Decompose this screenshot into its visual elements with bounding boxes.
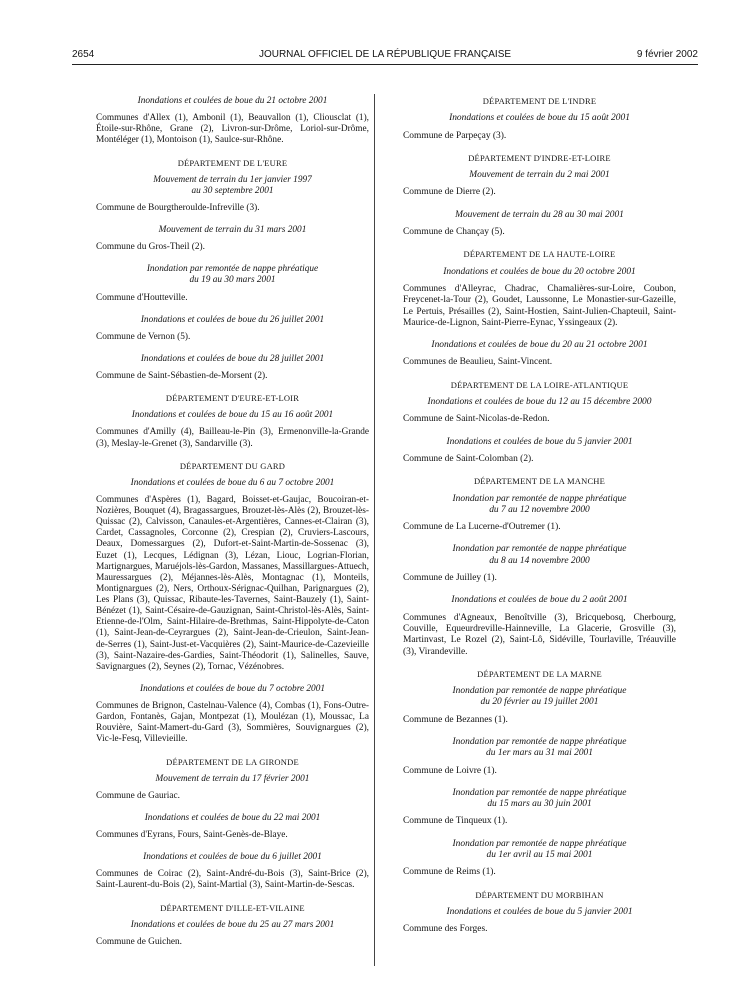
event-heading: [96, 920, 369, 931]
event-heading: [96, 264, 369, 286]
department-heading: DÉPARTEMENT DE LA GIRONDE: [166, 756, 299, 767]
event-heading-line: Inondations et coulées de boue du 26 juillet 2001: [140, 314, 325, 325]
event-heading-line: Mouvement de terrain du 17 février 2001: [155, 773, 310, 784]
event-heading: [96, 852, 369, 863]
event-heading-line: Inondations et coulées de boue du 15 août 2001: [449, 113, 630, 124]
communes-list: Commune de Bezannes (1).: [403, 714, 508, 725]
event-heading: [96, 774, 369, 785]
communes-list: Commune de Saint-Colomban (2).: [403, 453, 534, 464]
communes-list: Commune de Chançay (5).: [403, 227, 505, 238]
event-heading-line: Inondations et coulées de boue du 22 mai 2001: [144, 812, 321, 823]
communes-list: Commune d'Houtteville.: [96, 292, 188, 303]
communes-list: Commune de Vernon (5).: [96, 331, 191, 342]
event-heading: [403, 544, 676, 567]
event-heading-line: Inondations et coulées de boue du 6 au 7 octobre 2001: [130, 477, 335, 488]
communes-list: Communes d'Eyrans, Fours, Saint-Genès-de-Blaye.: [96, 830, 288, 840]
event-heading-line: Inondation par remontée de nappe phréatique: [146, 264, 319, 275]
communes-list: Commune de Juilley (1).: [403, 573, 497, 584]
communes-list: Commune de Reims (1).: [403, 867, 496, 878]
event-heading: [403, 907, 676, 918]
event-heading: [403, 839, 676, 862]
event-heading: [403, 113, 676, 124]
event-heading-line: Inondation par remontée de nappe phréatique: [452, 493, 627, 504]
page-number: 2654: [72, 49, 95, 60]
journal-title: JOURNAL OFFICIEL DE LA RÉPUBLIQUE FRANÇAISE: [258, 49, 512, 60]
department-heading: DÉPARTEMENT DE L'INDRE: [482, 96, 597, 106]
communes-list: Commune de Saint-Sébastien-de-Morsent (2).: [96, 371, 268, 381]
event-heading-line: du 1er avril au 15 mai 2001: [486, 850, 593, 861]
event-heading: [403, 595, 676, 606]
event-heading: [96, 225, 369, 236]
column-divider: [374, 94, 375, 966]
event-heading-line: Inondations et coulées de boue du 7 octobre 2001: [139, 683, 326, 694]
event-heading-line: Inondations et coulées de boue du 28 juillet 2001: [140, 353, 325, 364]
communes-list: Commune de Bourgtheroulde-Infreville (3).: [96, 202, 260, 213]
communes-list: Communes de Coirac (2), Saint-André-du-Bois (3), Saint-Brice (2), Saint-Laurent-du-Bois (2), Saint-Martial (3), Saint-Martin-de-Sescas.: [96, 869, 369, 891]
event-heading-line: Inondation par remontée de nappe phréatique: [452, 686, 627, 697]
event-heading: [403, 788, 676, 811]
communes-list: Commune des Forges.: [403, 924, 488, 935]
communes-list: Commune de Guichen.: [96, 936, 182, 947]
event-heading-line: Inondations et coulées de boue du 6 juillet 2001: [143, 852, 322, 863]
department-heading: DÉPARTEMENT DE LA MARNE: [477, 668, 602, 679]
event-heading-line: du 1er mars au 31 mai 2001: [486, 748, 593, 759]
event-heading-line: du 7 au 12 novembre 2000: [489, 504, 590, 515]
event-heading-line: Inondations et coulées de boue du 5 janvier 2001: [446, 436, 633, 447]
event-heading-line: Inondation par remontée de nappe phréatique: [452, 787, 627, 798]
communes-list: Commune de Dierre (2).: [403, 187, 496, 198]
event-heading-line: Inondations et coulées de boue du 20 au 21 octobre 2001: [431, 340, 648, 351]
event-heading-line: du 19 au 30 mars 2001: [189, 275, 276, 286]
event-heading: [403, 397, 676, 408]
department-heading: DÉPARTEMENT DU MORBIHAN: [475, 889, 604, 900]
communes-list: Communes d'Agneaux, Benoîtville (3), Bricquebosq, Cherbourg, Couville, Equeurdreville-Hainneville, La Glacerie, Grosville (3), Martinvast, Le Rozel (2), Saint-Lô, Sidéville, Tourlaville, Tréauville (3), Virandeville.: [403, 612, 676, 657]
event-heading-line: Inondation par remontée de nappe phréatique: [452, 544, 627, 555]
event-heading-line: Inondation par remontée de nappe phréatique: [452, 736, 627, 747]
communes-list: Commune de La Lucerne-d'Outremer (1).: [403, 522, 561, 533]
communes-list: Commune du Gros-Theil (2).: [96, 242, 205, 253]
department-heading: DÉPARTEMENT DE LA HAUTE-LOIRE: [463, 249, 616, 260]
department-heading: DÉPARTEMENT DE LA LOIRE-ATLANTIQUE: [450, 379, 629, 390]
communes-list: Commune de Gauriac.: [96, 790, 180, 801]
event-heading-line: Inondations et coulées de boue du 2 août 2001: [451, 595, 628, 606]
event-heading-line: du 20 février au 19 juillet 2001: [480, 697, 599, 708]
department-heading: DÉPARTEMENT DU GARD: [179, 460, 286, 471]
communes-list: Communes d'Allex (1), Ambonil (1), Beauvallon (1), Cliousclat (1), Étoile-sur-Rhône, Grane (2), Livron-sur-Drôme, Loriol-sur-Drôme, Montéléger (1), Montoison (1), Saulce-sur-Rhône.: [96, 113, 369, 146]
event-heading: [96, 684, 369, 695]
event-heading: [96, 315, 369, 326]
communes-list: Communes d'Alleyrac, Chadrac, Chamalières-sur-Loire, Coubon, Freycenet-la-Tour (2), Goudet, Laussonne, Le Monastier-sur-Gazeille, Le Pertuis, Présailles (2), Saint-Hostien, Saint-Julien-Chapteuil, Saint-Maurice-de-Lignon, Saint-Pierre-Eynac, Yssingeaux (2).: [403, 283, 676, 328]
event-heading: [96, 175, 369, 197]
communes-list: Commune de Loivre (1).: [403, 765, 497, 776]
event-heading-line: Inondations et coulées de boue du 5 janvier 2001: [446, 906, 633, 917]
event-heading-line: au 30 septembre 2001: [191, 185, 274, 196]
right-column: [403, 96, 676, 947]
event-heading-line: Inondations et coulées de boue du 25 au 27 mars 2001: [130, 919, 335, 930]
event-heading: [403, 170, 676, 181]
department-heading: DÉPARTEMENT D'INDRE-ET-LOIRE: [468, 152, 611, 163]
department-heading: DÉPARTEMENT DE LA MANCHE: [473, 476, 606, 487]
event-heading-line: Inondations et coulées de boue du 15 au 16 août 2001: [131, 410, 334, 421]
event-heading-line: Inondation par remontée de nappe phréatique: [452, 838, 627, 849]
event-heading-line: du 15 mars au 30 juin 2001: [487, 799, 592, 810]
event-heading-line: Inondations et coulées de boue du 21 octobre 2001: [137, 96, 328, 106]
communes-list: Communes d'Amilly (4), Bailleau-le-Pin (3), Ermenonville-la-Grande (3), Meslay-le-Grenet (3), Sandarville (3).: [96, 427, 369, 449]
issue-date: 9 février 2002: [636, 49, 698, 60]
communes-list: Communes d'Aspères (1), Bagard, Boisset-et-Gaujac, Boucoiran-et-Nozières, Bouquet (4), Bragassargues, Brouzet-lès-Alès (2), Brouzet-lès-Quissac (2), Calvisson, Canaules-et-Argentières, Cannes-et-Clairan (3), Cardet, Cassagnoles, Corconne (2), Crespian (2), Cruviers-Lascours, Deaux, Domessargues (2), Dufort-et-Saint-Martin-de-Sossenac (3), Euzet (1), Lecques, Lédignan (3), Lézan, Liouc, Logrian-Florian, Martignargues, Maruéjols-lès-Gardon, Massanes, Massillargues-Attuech, Mauressargues (2), Méjannes-lès-Alès, Montagnac (1), Monteils, Montignargues (2), Ners, Orthoux-Sérignac-Quilhan, Parignargues (2), Les Plans (3), Quissac, Ribaute-les-Tavernes, Saint-Bauzely (1), Saint-Bénézet (1), Saint-Césaire-de-Gauzignan, Saint-Christol-lès-Alès, Saint-Etienne-de-l'Olm, Saint-Hilaire-de-Brethmas, Saint-Hippolyte-de-Caton (1), Saint-Jean-de-Ceyrargues (2), Saint-Jean-de-Crieulon, Saint-Jean-de-Serres (1), Saint-Just-et-Vacquières (2), Saint-Maurice-de-Cazevieille (3), Saint-Nazaire-des-Gardies, Saint-Théodorit (1), Salinelles, Sauve, Savignargues (2), Seynes (2), Tornac, Vézénobres.: [96, 494, 369, 672]
department-heading: DÉPARTEMENT DE L'EURE: [177, 157, 288, 168]
event-heading-line: Mouvement de terrain du 31 mars 2001: [158, 225, 307, 235]
communes-list: Communes de Brignon, Castelnau-Valence (4), Combas (1), Fons-Outre-Gardon, Fontanès, Gajan, Montpezat (1), Moulézan (1), Moussac, La Rouvière, Saint-Mamert-du-Gard (3), Sommières, Souvignargues (2), Vic-le-Fesq, Villevieille.: [96, 701, 369, 745]
event-heading: [403, 267, 676, 278]
event-heading: [96, 410, 369, 421]
page-header: [72, 49, 698, 63]
department-heading: DÉPARTEMENT D'ILLE-ET-VILAINE: [160, 902, 305, 913]
event-heading-line: du 8 au 14 novembre 2000: [489, 555, 590, 566]
communes-list: Commune de Tinqueux (1).: [403, 816, 508, 827]
event-heading: [403, 494, 676, 517]
header-rule: [72, 64, 698, 65]
event-heading: [96, 354, 369, 365]
department-heading: DÉPARTEMENT D'EURE-ET-LOIR: [165, 393, 300, 404]
communes-list: Commune de Saint-Nicolas-de-Redon.: [403, 414, 550, 425]
event-heading: [96, 478, 369, 489]
left-column: [96, 96, 369, 959]
event-heading-line: Inondations et coulées de boue du 12 au 15 décembre 2000: [427, 397, 652, 408]
event-heading: [403, 210, 676, 221]
communes-list: Communes de Beaulieu, Saint-Vincent.: [403, 357, 553, 368]
event-heading: [403, 340, 676, 351]
event-heading: [96, 813, 369, 824]
event-heading-line: Mouvement de terrain du 2 mai 2001: [469, 170, 610, 181]
communes-list: Commune de Parpeçay (3).: [403, 130, 507, 141]
event-heading-line: Mouvement de terrain du 1er janvier 1997: [153, 174, 312, 185]
event-heading: [403, 437, 676, 448]
event-heading: [96, 96, 369, 107]
event-heading: [403, 686, 676, 709]
event-heading: [403, 737, 676, 760]
event-heading-line: Inondations et coulées de boue du 20 octobre 2001: [443, 266, 636, 277]
event-heading-line: Mouvement de terrain du 28 au 30 mai 2001: [455, 209, 624, 220]
